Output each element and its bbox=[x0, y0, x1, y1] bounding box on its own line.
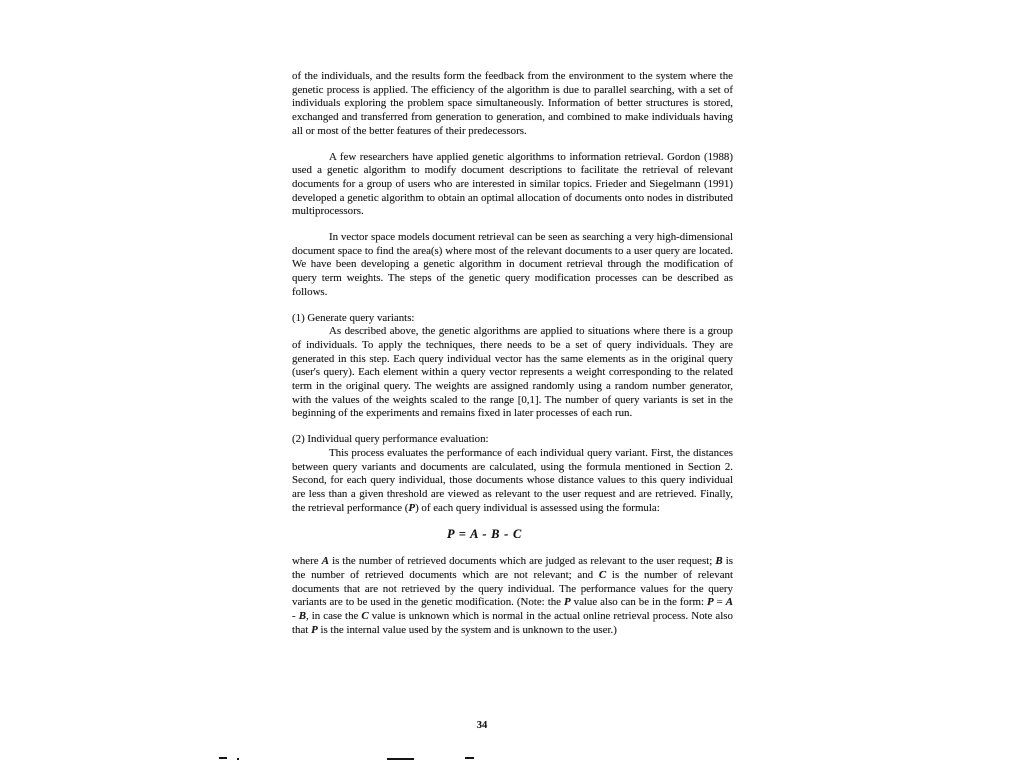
step-2-heading: (2) Individual query performance evaluation: bbox=[292, 433, 489, 446]
step-1-body: As described above, the genetic algorithms are applied to situations where there is a group of individuals. To apply the techniques, there needs to be a set of query individuals. They are generated in this step. Each query individual vector has the same elements as in the original query (user's query). Each element within a query vector represents a weight corresponding to the related term in the original query. The weights are assigned randomly using a random number generator, with the values of the weights scaled to the range [0,1]. The number of query variants is set in the beginning of the experiments and remains fixed in later processes of each run. bbox=[292, 325, 733, 420]
scan-artifact-dot bbox=[237, 758, 239, 760]
paragraph-formula-explanation: where A is the number of retrieved documents which are judged as relevant to the user request; B is the number of retrieved documents which are not relevant; and C is the number of relevant documents that are not retrieved by the query individual. The performance values for the query variants are to be used in the genetic modification. (Note: the P value also can be in the form: P = A - B, in case the C value is unknown which is normal in the actual online retrieval process. Note also that P is the internal value used by the system and is unknown to the user.) bbox=[292, 555, 733, 636]
text-column bbox=[292, 70, 733, 649]
scan-artifact-line bbox=[387, 758, 414, 760]
paragraph-continued-from-previous-page: of the individuals, and the results form the feedback from the environment to the system where the genetic process is applied. The efficiency of the algorithm is due to parallel searching, with a set of individuals exploring the problem space simultaneously. Information of better structures is stored, exchanged and transferred from generation to generation, and combined to make individuals having all or most of the better features of their predecessors. bbox=[292, 70, 733, 137]
step-2-body: This process evaluates the performance of each individual query variant. First, the distances between query variants and documents are calculated, using the formula mentioned in Section 2. Second, for each query individual, those documents whose distance values to this query individual are less than a given threshold are viewed as relevant to the user request and are retrieved. Finally, the retrieval performance (P) of each query individual is assessed using the formula: bbox=[292, 446, 733, 514]
paragraph-prior-research: A few researchers have applied genetic algorithms to information retrieval. Gordon (1988) used a genetic algorithm to modify document descriptions to facilitate the retrieval of relevant documents for a group of users who are interested in similar topics. Frieder and Siegelmann (1991) developed a genetic algorithm to obtain an optimal allocation of documents onto nodes in distributed multiprocessors. bbox=[292, 150, 733, 218]
step-1-heading: (1) Generate query variants: bbox=[292, 311, 415, 324]
scan-artifact-dash bbox=[219, 757, 227, 759]
page-number: 34 bbox=[476, 720, 488, 731]
performance-formula: P = A - B - C bbox=[446, 527, 523, 542]
paragraph-vector-space-models: In vector space models document retrieval can be seen as searching a very high-dimensional document space to find the area(s) where most of the relevant documents to a user query are located. We have been developing a genetic algorithm in document retrieval through the modification of query term weights. The steps of the genetic query modification processes can be described as follows. bbox=[292, 231, 733, 298]
scan-artifact-dash bbox=[465, 757, 474, 759]
